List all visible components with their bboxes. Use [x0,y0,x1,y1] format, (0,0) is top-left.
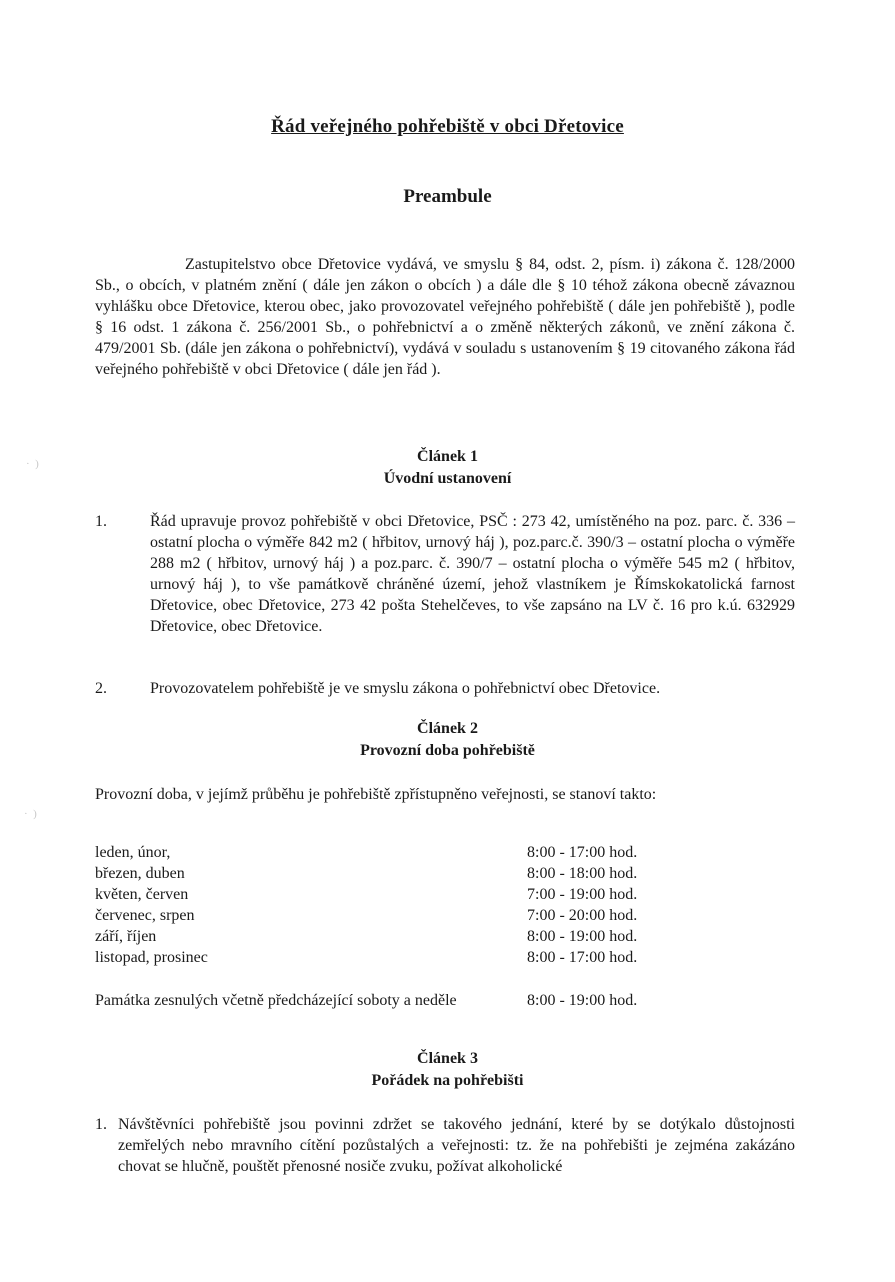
article1-item2-text: Provozovatelem pohřebiště je ve smyslu zákona o pohřebnictví obec Dřetovice. [150,680,661,697]
schedule-row [95,884,795,905]
schedule-row [95,905,795,926]
scan-mark: · ) [26,458,39,470]
schedule-hours: 8:00 - 17:00 hod. [527,949,638,966]
schedule-hours: 8:00 - 18:00 hod. [527,865,638,882]
article1-label: Článek 1 [417,448,478,465]
schedule-table [95,842,795,968]
article1-item2-number: 2. [95,680,107,697]
schedule-special-label: Památka zesnulých včetně předcházející soboty a neděle [95,992,457,1009]
schedule-special-hours: 8:00 - 19:00 hod. [527,992,638,1009]
article3-item1-number: 1. [95,1116,107,1133]
article1-item1-number: 1. [95,513,107,530]
schedule-row [95,926,795,947]
schedule-hours: 7:00 - 19:00 hod. [527,886,638,903]
schedule-months: červenec, srpen [95,907,195,924]
schedule-hours: 7:00 - 20:00 hod. [527,907,638,924]
schedule-hours: 8:00 - 17:00 hod. [527,844,638,861]
article2-title: Provozní doba pohřebiště [360,742,535,759]
preamble-heading: Preambule [403,186,492,207]
preamble-text: Zastupitelstvo obce Dřetovice vydává, ve smyslu § 84, odst. 2, písm. i) zákona č. 128/2000 Sb., o obcích, v platném znění ( dále jen zákon o obcích ) a dále dle § 10 téhož zákona obecně závaznou vyhlášku obce Dřetovice, kterou obec, jako provozovatel veřejného pohřebiště ( dále jen pohřebiště ), podle § 16 odst. 1 zákona č. 256/2001 Sb., o pohřebnictví a o změně některých zákonů, ve znění zákona č. 479/2001 Sb. (dále jen zákona o pohřebnictví), vydává v souladu s ustanovením § 19 citovaného zákona řád veřejného pohřebiště v obci Dřetovice ( dále jen řád ). [95,256,795,378]
article2-label: Článek 2 [417,720,478,737]
schedule-row [95,947,795,968]
schedule-months: květen, červen [95,886,189,903]
schedule-row [95,863,795,884]
schedule-months: březen, duben [95,865,185,882]
schedule-row [95,842,795,863]
article3-title: Pořádek na pohřebišti [371,1072,524,1089]
schedule-months: listopad, prosinec [95,949,208,966]
article3-label: Článek 3 [417,1050,478,1067]
schedule-months: září, říjen [95,928,157,945]
article1-item1-text: Řád upravuje provoz pohřebiště v obci Dřetovice, PSČ : 273 42, umístěného na poz. parc. č. 336 – ostatní plocha o výměře 842 m2 ( hřbitov, urnový háj ), poz.parc.č. 390/3 – ostatní plocha o výměře 288 m2 ( hřbitov, urnový háj ) a poz.parc. č. 390/7 – ostatní plocha o výměře 545 m2 ( hřbitov, urnový háj ), to vše památkově chráněné území, jehož vlastníkem je Římskokatolická farnost Dřetovice, obec Dřetovice, 273 42 pošta Stehelčeves, to vše zapsáno na LV č. 16 pro k.ú. 632929 Dřetovice, obec Dřetovice. [150,513,795,635]
schedule-special-row [95,990,795,1011]
article3-item1-text: Návštěvníci pohřebiště jsou povinni zdržet se takového jednání, které by se dotýkalo důstojnosti zemřelých nebo mravního cítění pozůstalých a veřejnosti: tz. že na pohřebišti je zejména zakázáno chovat se hlučně, pouštět přenosné nosiče zvuku, požívat alkoholické [118,1116,795,1175]
article2-intro: Provozní doba, v jejímž průběhu je pohřebiště zpřístupněno veřejnosti, se stanoví takto: [95,786,657,803]
schedule-hours: 8:00 - 19:00 hod. [527,928,638,945]
scan-mark: · ) [24,808,37,820]
article1-title: Úvodní ustanovení [383,470,512,487]
schedule-months: leden, únor, [95,844,171,861]
document-title: Řád veřejného pohřebiště v obci Dřetovice [271,116,624,137]
